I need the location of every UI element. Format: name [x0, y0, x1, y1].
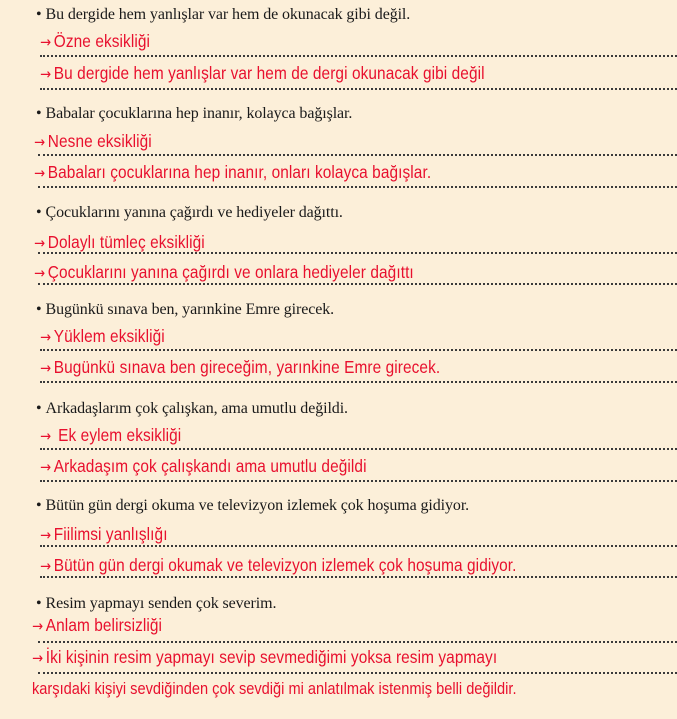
arrow-right-icon: → [34, 164, 46, 182]
correction-answer: → Bugünkü sınava ben gireceğim, yarınkine Emre girecek. [40, 357, 441, 377]
bullet-icon: • [36, 301, 42, 318]
dotted-answer-line [40, 545, 677, 547]
correction-answer: → Bu dergide hem yanlışlar var hem de dergi okunacak gibi değil [40, 63, 485, 83]
dotted-answer-line [38, 154, 677, 156]
bullet-icon: • [36, 595, 42, 612]
dotted-answer-line [40, 55, 677, 57]
arrow-right-icon: → [34, 133, 46, 151]
item-sentence: • Çocuklarını yanına çağırdı ve hediyeler dağıttı. [36, 204, 343, 221]
dotted-answer-line [40, 88, 677, 90]
item-sentence: • Bu dergide hem yanlışlar var hem de okunacak gibi değil. [36, 6, 411, 23]
error-type-answer: → Nesne eksikliği [34, 131, 152, 151]
bullet-icon: • [36, 204, 42, 221]
error-type-answer: → Dolaylı tümleç eksikliği [34, 232, 205, 252]
arrow-right-icon: → [40, 33, 52, 51]
arrow-right-icon: → [34, 264, 46, 282]
arrow-right-icon: → [40, 526, 52, 544]
correction-answer: → Babaları çocuklarına hep inanır, onları kolayca bağışlar. [34, 162, 432, 182]
dotted-answer-line [40, 349, 677, 351]
arrow-right-icon: → [40, 359, 52, 377]
arrow-right-icon: → [32, 649, 44, 667]
dotted-answer-line [38, 672, 677, 674]
error-type-answer: → Anlam belirsizliği [32, 615, 163, 635]
correction-answer: → Çocuklarını yanına çağırdı ve onlara hediyeler dağıttı [34, 262, 414, 282]
bullet-icon: • [36, 497, 42, 514]
arrow-right-icon: → [40, 328, 52, 346]
error-type-answer: → Yüklem eksikliği [40, 326, 165, 346]
error-type-answer: → Özne eksikliği [40, 31, 151, 51]
bullet-icon: • [36, 105, 42, 122]
dotted-answer-line [38, 252, 677, 254]
dotted-answer-line [40, 576, 677, 578]
arrow-right-icon: → [32, 617, 44, 635]
dotted-answer-line [40, 448, 677, 450]
arrow-right-icon: → [40, 458, 52, 476]
correction-answer-continued: karşıdaki kişiyi sevdiğinden çok sevdiği mi anlatılmak istenmiş belli değildir. [32, 680, 517, 698]
correction-answer: → Bütün gün dergi okumak ve televizyon izlemek çok hoşuma gidiyor. [40, 555, 517, 575]
error-type-answer: → Fiilimsi yanlışlığı [40, 524, 168, 544]
error-type-answer: → Ek eylem eksikliği [40, 425, 182, 445]
item-sentence: • Bütün gün dergi okuma ve televizyon izlemek çok hoşuma gidiyor. [36, 497, 470, 514]
arrow-right-icon: → [40, 427, 52, 445]
item-sentence: • Bugünkü sınava ben, yarınkine Emre girecek. [36, 301, 335, 318]
bullet-icon: • [36, 6, 42, 23]
dotted-answer-line [40, 480, 677, 482]
item-sentence: • Babalar çocuklarına hep inanır, kolayca bağışlar. [36, 105, 353, 122]
correction-answer: → İki kişinin resim yapmayı sevip sevmediğimi yoksa resim yapmayı [32, 647, 498, 667]
correction-answer: → Arkadaşım çok çalışkandı ama umutlu değildi [40, 456, 367, 476]
dotted-answer-line [38, 283, 677, 285]
dotted-answer-line [38, 186, 677, 188]
dotted-answer-line [40, 381, 677, 383]
arrow-right-icon: → [40, 557, 52, 575]
bullet-icon: • [36, 400, 42, 417]
item-sentence: • Resim yapmayı senden çok severim. [36, 595, 277, 612]
arrow-right-icon: → [40, 65, 52, 83]
dotted-answer-line [38, 641, 677, 643]
item-sentence: • Arkadaşlarım çok çalışkan, ama umutlu değildi. [36, 400, 348, 417]
arrow-right-icon: → [34, 234, 46, 252]
